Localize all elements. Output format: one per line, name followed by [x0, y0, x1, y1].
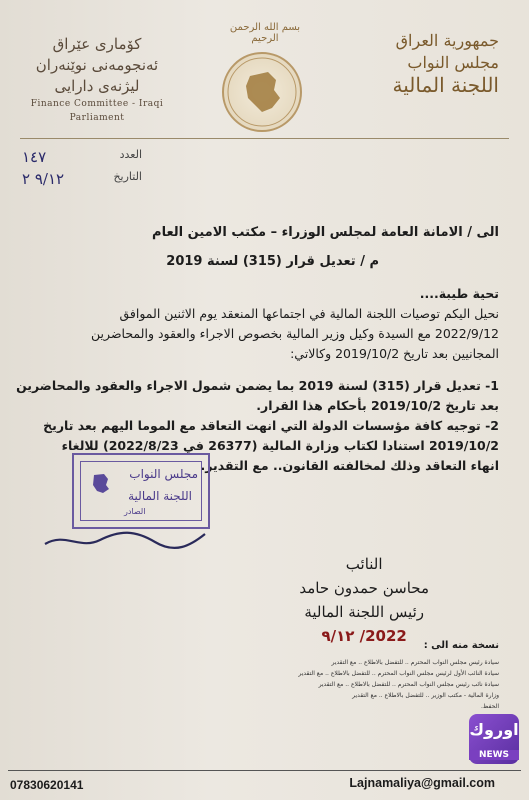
- footer-email[interactable]: Lajnamaliya@gmail.com: [349, 776, 495, 790]
- header-kurdish-line: لیژنەی دارایی: [54, 77, 140, 95]
- header-english-line: Finance Committee - Iraqi: [30, 99, 164, 109]
- reference-meta: [22, 148, 142, 192]
- news-logo-watermark: [469, 714, 519, 764]
- news-logo-brand: اوروك: [469, 720, 519, 739]
- greeting: تحية طيبة....: [419, 286, 499, 301]
- stamp-emblem-icon: [86, 469, 114, 497]
- header-kurdish-line: ئەنجومەنی نوێنەران: [35, 56, 159, 74]
- recipient-line: الى / الامانة العامة لمجلس الوزراء – مكتب الامين العام: [152, 225, 499, 240]
- paragraph-line: نحيل اليكم توصيات اللجنة المالية في اجتماعها المنعقد يوم الاثنين الموافق: [119, 306, 499, 321]
- header-arabic-block: [359, 30, 499, 96]
- official-stamp: [72, 453, 210, 529]
- header-parliament: مجلس النواب: [407, 53, 499, 72]
- header-committee: اللجنة المالية: [392, 73, 499, 97]
- copy-recipient: الحفظ.: [480, 703, 499, 710]
- stamp-line-1: مجلس النواب: [129, 467, 198, 481]
- handwritten-signature-icon: [40, 524, 210, 558]
- signatory-title: النائب: [345, 555, 383, 573]
- header-divider: [20, 138, 509, 139]
- item-2-line: 2019/10/2 استنادا لكتاب وزارة المالية (26377 في 2022/8/23) للالغاء: [61, 438, 499, 453]
- reference-date: ٩/١٢ ٢: [22, 170, 65, 188]
- header-english-line: Parliament: [69, 113, 125, 123]
- copy-recipient: وزارة المالية - مكتب الوزير .. للتفضل بالاطلاع .. مع التقدير: [352, 692, 499, 699]
- signature-block: [299, 552, 429, 648]
- item-2-line: انهاء التعاقد وذلك لمخالفته القانون.. مع التقدير.: [200, 458, 499, 473]
- footer-divider: [8, 770, 521, 771]
- copies-heading: نسخة منه الى :: [423, 640, 499, 651]
- paragraph-line: 2022/9/12 مع السيدة وكيل وزير المالية بخصوص الاجراء والعقود والمحاضرين: [91, 326, 499, 341]
- copy-recipient: سيادة رئيس مجلس النواب المحترم .. للتفضل بالاطلاع .. مع التقدير: [331, 659, 499, 666]
- footer-phone[interactable]: 07830620141: [10, 778, 84, 792]
- subject-line: م / تعديل قرار (315) لسنة 2019: [166, 254, 379, 269]
- iraq-map-emblem-icon: [222, 52, 302, 132]
- reference-date-label: التاريخ: [113, 170, 142, 183]
- copy-recipient: سيادة نائب رئيس مجلس النواب المحترم .. للتفضل بالاطلاع .. مع التقدير: [318, 681, 499, 688]
- stamp-line-2: اللجنة المالية: [128, 489, 192, 503]
- paragraph-line: المجانيين بعد تاريخ 2019/10/2 وكالاتي:: [290, 346, 499, 361]
- item-2-line: 2- توجيه كافة مؤسسات الدولة التي انهت التعاقد مع الموما اليهم بعد تاريخ: [43, 418, 499, 433]
- copy-recipient: سيادة النائب الأول لرئيس مجلس النواب المحترم .. للتفضل بالاطلاع .. مع التقدير: [298, 670, 499, 677]
- item-1-line: 1- تعديل قرار (315) لسنة 2019 بما يضمن شمول الاجراء والعقود والمحاضرين: [16, 378, 499, 393]
- header-kurdish-block: [22, 34, 172, 125]
- basmala: بسم الله الرحمن الرحيم: [229, 22, 301, 44]
- news-logo-label: NEWS: [469, 750, 519, 760]
- signature-date: 2022/ ٩/١٢: [321, 627, 407, 645]
- item-1-line: بعد تاريخ 2019/10/2 بأحكام هذا القرار.: [256, 398, 499, 413]
- header-kurdish-line: کۆماری عێراق: [52, 35, 142, 53]
- reference-number: ١٤٧: [22, 148, 47, 166]
- reference-number-label: العدد: [119, 148, 142, 161]
- header-republic: جمهورية العراق: [395, 31, 499, 50]
- stamp-line-3: الصادر: [124, 507, 146, 516]
- copies-section: [29, 640, 499, 712]
- signatory-name: محاسن حمدون حامد: [299, 579, 429, 597]
- signatory-role: رئيس اللجنة المالية: [304, 603, 425, 621]
